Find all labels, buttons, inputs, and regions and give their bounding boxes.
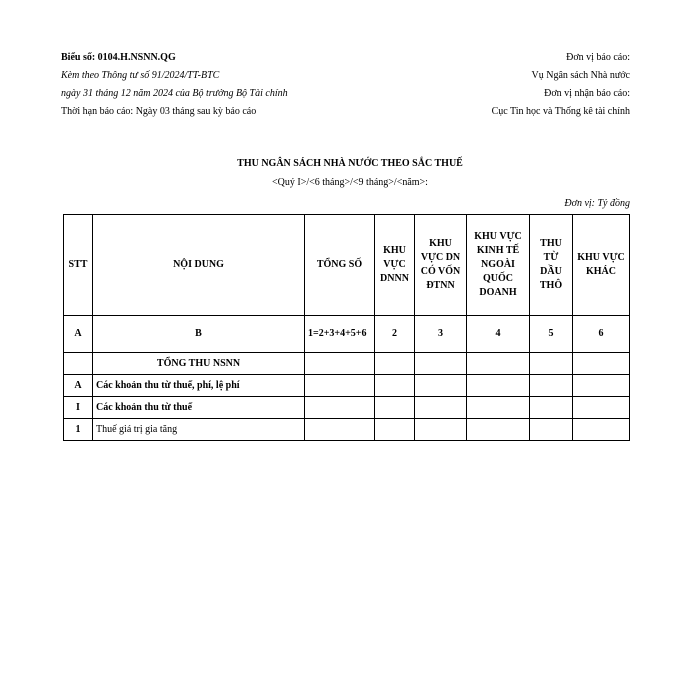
header-cell: TỔNG SỐ xyxy=(305,215,375,316)
value-cell[interactable] xyxy=(375,375,415,397)
row-content: TỔNG THU NSNN xyxy=(93,353,305,375)
table-header-row xyxy=(64,215,630,316)
numbering-cell: B xyxy=(93,316,305,353)
header-cell: STT xyxy=(64,215,93,316)
value-cell[interactable] xyxy=(305,353,375,375)
reporting-unit: Vụ Ngân sách Nhà nước xyxy=(531,70,630,81)
revenue-table xyxy=(63,214,630,441)
reporting-unit-label: Đơn vị báo cáo: xyxy=(566,52,630,63)
value-cell[interactable] xyxy=(530,353,573,375)
row-content: Các khoản thu từ thuế xyxy=(93,397,305,419)
table-row xyxy=(64,419,630,441)
numbering-cell: 1=2+3+4+5+6 xyxy=(305,316,375,353)
header-cell: KHU VỰC DNNN xyxy=(375,215,415,316)
value-cell[interactable] xyxy=(415,375,467,397)
circular-date: ngày 31 tháng 12 năm 2024 của Bộ trưởng Bộ Tài chính xyxy=(61,88,288,99)
value-cell[interactable] xyxy=(467,353,530,375)
report-period: <Quý I>/<6 tháng>/<9 tháng>/<năm>: xyxy=(272,177,428,188)
value-cell[interactable] xyxy=(305,375,375,397)
value-cell[interactable] xyxy=(415,397,467,419)
circular-reference: Kèm theo Thông tư số 91/2024/TT-BTC xyxy=(61,70,220,81)
header-cell: KHU VỰC KINH TẾ NGOÀI QUỐC DOANH xyxy=(467,215,530,316)
column-numbering-row xyxy=(64,316,630,353)
value-cell[interactable] xyxy=(415,353,467,375)
value-cell[interactable] xyxy=(305,419,375,441)
numbering-cell: 2 xyxy=(375,316,415,353)
unit-label: Đơn vị: Tỷ đồng xyxy=(564,198,630,209)
header-cell: KHU VỰC DN CÓ VỐN ĐTNN xyxy=(415,215,467,316)
row-stt xyxy=(64,353,93,375)
row-content: Thuế giá trị gia tăng xyxy=(93,419,305,441)
value-cell[interactable] xyxy=(530,397,573,419)
value-cell[interactable] xyxy=(375,353,415,375)
row-stt: A xyxy=(64,375,93,397)
header-right xyxy=(370,52,630,124)
value-cell[interactable] xyxy=(467,397,530,419)
numbering-cell: 6 xyxy=(573,316,630,353)
table-row xyxy=(64,353,630,375)
value-cell[interactable] xyxy=(375,397,415,419)
value-cell[interactable] xyxy=(375,419,415,441)
value-cell[interactable] xyxy=(573,375,630,397)
header-cell: THU TỪ DẦU THÔ xyxy=(530,215,573,316)
numbering-cell: 4 xyxy=(467,316,530,353)
numbering-cell: 5 xyxy=(530,316,573,353)
receiving-unit-label: Đơn vị nhận báo cáo: xyxy=(544,88,630,99)
value-cell[interactable] xyxy=(573,419,630,441)
header-cell: NỘI DUNG xyxy=(93,215,305,316)
row-stt: 1 xyxy=(64,419,93,441)
value-cell[interactable] xyxy=(467,419,530,441)
report-deadline: Thời hạn báo cáo: Ngày 03 tháng sau kỳ báo cáo xyxy=(61,106,257,117)
row-stt: I xyxy=(64,397,93,419)
row-content: Các khoản thu từ thuế, phí, lệ phí xyxy=(93,375,305,397)
header-cell: KHU VỰC KHÁC xyxy=(573,215,630,316)
value-cell[interactable] xyxy=(530,419,573,441)
value-cell[interactable] xyxy=(530,375,573,397)
table-row xyxy=(64,375,630,397)
receiving-unit: Cục Tin học và Thống kê tài chính xyxy=(491,106,630,117)
table-row xyxy=(64,397,630,419)
value-cell[interactable] xyxy=(467,375,530,397)
header-left xyxy=(61,52,301,118)
numbering-cell: A xyxy=(64,316,93,353)
value-cell[interactable] xyxy=(573,397,630,419)
value-cell[interactable] xyxy=(573,353,630,375)
value-cell[interactable] xyxy=(415,419,467,441)
form-code: Biểu số: 0104.H.NSNN.QG xyxy=(61,52,176,63)
numbering-cell: 3 xyxy=(415,316,467,353)
report-title: THU NGÂN SÁCH NHÀ NƯỚC THEO SẮC THUẾ xyxy=(237,158,463,169)
value-cell[interactable] xyxy=(305,397,375,419)
